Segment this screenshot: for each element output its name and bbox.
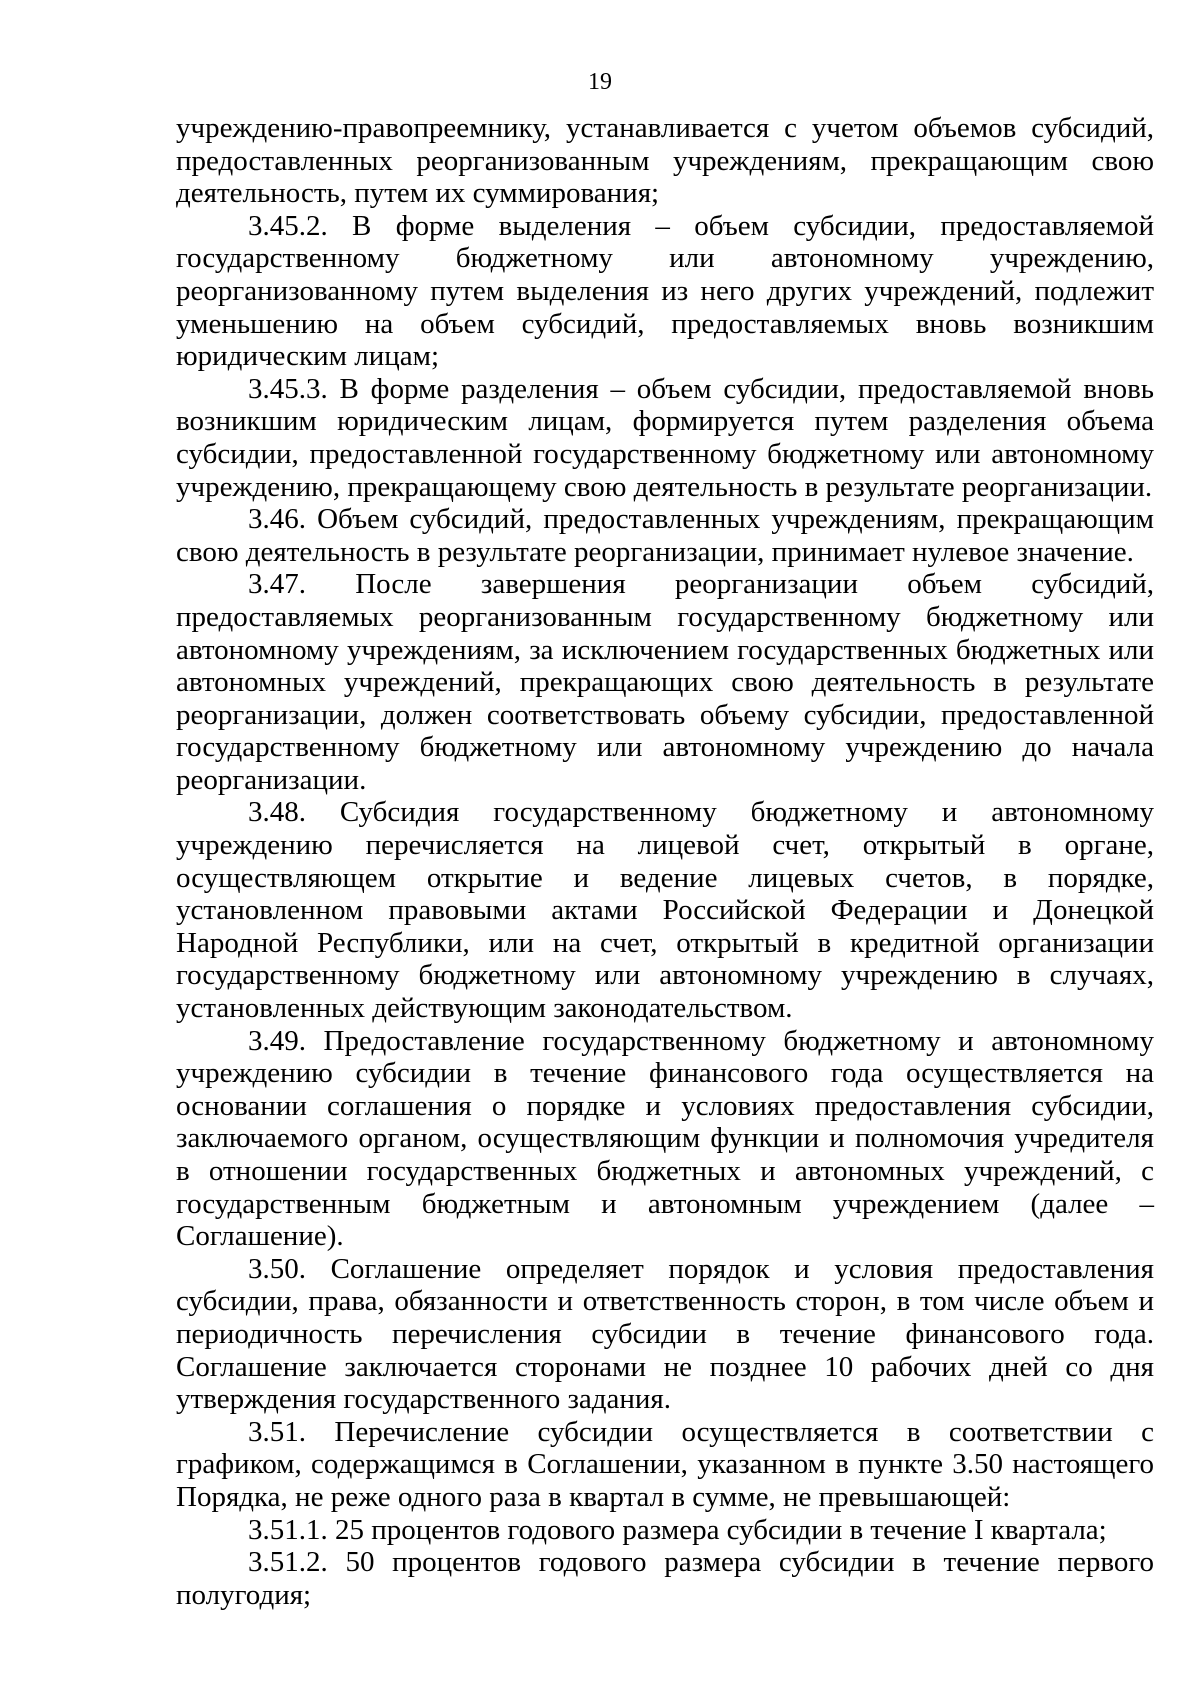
paragraph-3-50: 3.50. Соглашение определяет порядок и условия предоставления субсидии, права, обязанности и ответственность сторон, в том числе объем и периодичность перечисления субсидии в течение финансового года. Соглашение заключается сторонами не позднее 10 рабочих дней со дня утверждения государственного задания.: [176, 1252, 1154, 1416]
paragraph-3-45-3: 3.45.3. В форме разделения – объем субсидии, предоставляемой вновь возникшим юридическим лицам, формируется путем разделения объема субсидии, предоставленной государственному бюджетному или автономному учреждению, прекращающему свою деятельность в результате реорганизации.: [176, 372, 1154, 503]
paragraph-3-48: 3.48. Субсидия государственному бюджетному и автономному учреждению перечисляется на лицевой счет, открытый в органе, осуществляющем открытие и ведение лицевых счетов, в порядке, установленном правовыми актами Российской Федерации и Донецкой Народной Республики, или на счет, открытый в кредитной организации государственному бюджетному или автономному учреждению в случаях, установленных действующим законодательством.: [176, 796, 1154, 1025]
paragraph-3-51-2: 3.51.2. 50 процентов годового размера субсидии в течение первого полугодия;: [176, 1546, 1154, 1611]
paragraph-3-45-2: 3.45.2. В форме выделения – объем субсидии, предоставляемой государственному бюджетному или автономному учреждению, реорганизованному путем выделения из него других учреждений, подлежит уменьшению на объем субсидий, предоставляемых вновь возникшим юридическим лицам;: [176, 209, 1154, 373]
document-body: [176, 112, 1154, 1611]
paragraph-1: учреждению-правопреемнику, устанавливается с учетом объемов субсидий, предоставленных реорганизованным учреждениям, прекращающим свою деятельность, путем их суммирования;: [176, 112, 1154, 210]
paragraph-3-49: 3.49. Предоставление государственному бюджетному и автономному учреждению субсидии в течение финансового года осуществляется на основании соглашения о порядке и условиях предоставления субсидии, заключаемого органом, осуществляющим функции и полномочия учредителя в отношении государственных бюджетных и автономных учреждений, с государственным бюджетным и автономным учреждением (далее – Соглашение).: [176, 1024, 1154, 1253]
paragraph-3-51: 3.51. Перечисление субсидии осуществляется в соответствии с графиком, содержащимся в Соглашении, указанном в пункте 3.50 настоящего Порядка, не реже одного раза в квартал в сумме, не превышающей:: [176, 1415, 1154, 1513]
paragraph-3-51-1: 3.51.1. 25 процентов годового размера субсидии в течение I квартала;: [248, 1513, 1107, 1546]
paragraph-3-46: 3.46. Объем субсидий, предоставленных учреждениям, прекращающим свою деятельность в результате реорганизации, принимает нулевое значение.: [176, 503, 1154, 568]
page-number: 19: [588, 69, 612, 95]
paragraph-3-47: 3.47. После завершения реорганизации объем субсидий, предоставляемых реорганизованным государственному бюджетному или автономному учреждениям, за исключением государственных бюджетных или автономных учреждений, прекращающих свою деятельность в результате реорганизации, должен соответствовать объему субсидии, предоставленной государственному бюджетному или автономному учреждению до начала реорганизации.: [176, 568, 1154, 796]
